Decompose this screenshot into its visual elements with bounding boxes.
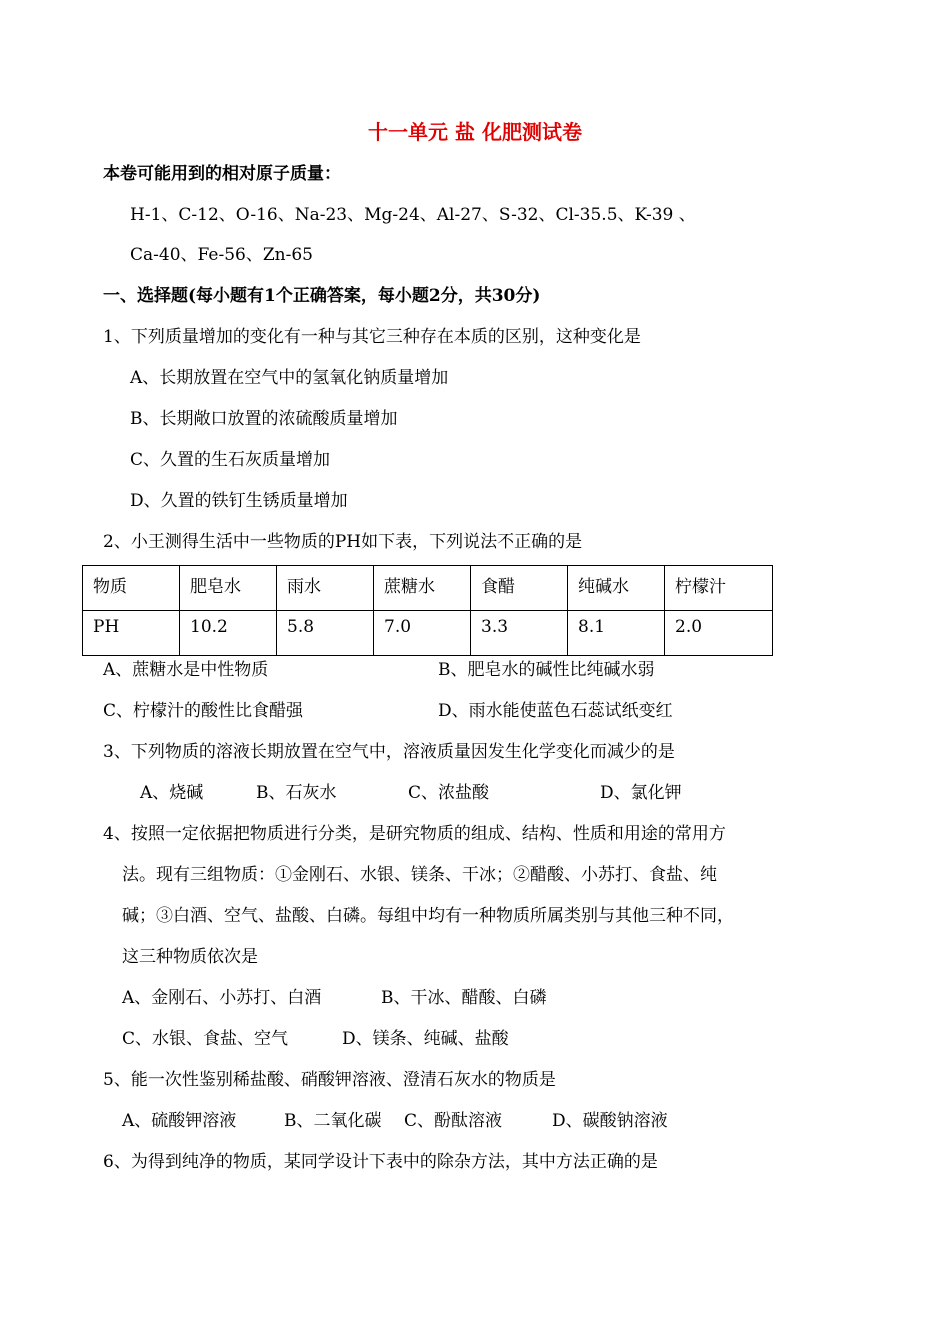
q4-option-b: B、干冰、醋酸、白磷 <box>381 988 547 1008</box>
table-cell: 柠檬汁 <box>665 566 773 611</box>
q4-stem-line-3: 碱；③白酒、空气、盐酸、白磷。每组中均有一种物质所属类别与其他三种不同， <box>122 906 734 926</box>
table-cell: 食醋 <box>471 566 568 611</box>
q4-stem-line-1: 4、按照一定依据把物质进行分类，是研究物质的组成、结构、性质和用途的常用方 <box>103 824 726 844</box>
q1-option-d: D、久置的铁钉生锈质量增加 <box>130 491 348 511</box>
q1-stem: 1、下列质量增加的变化有一种与其它三种存在本质的区别，这种变化是 <box>103 327 641 347</box>
table-cell: 3.3 <box>471 611 568 656</box>
q5-option-d: D、碳酸钠溶液 <box>552 1111 668 1131</box>
q4-stem-line-2: 法。现有三组物质：①金刚石、水银、镁条、干冰；②醋酸、小苏打、食盐、纯 <box>122 865 717 885</box>
q1-option-c: C、久置的生石灰质量增加 <box>130 450 331 470</box>
q2-option-d: D、雨水能使蓝色石蕊试纸变红 <box>438 701 673 721</box>
atomic-mass-heading: 本卷可能用到的相对原子质量： <box>103 164 341 184</box>
q2-option-c: C、柠檬汁的酸性比食醋强 <box>103 701 304 721</box>
atomic-mass-line-2: Ca-40、Fe-56、Zn-65 <box>130 245 313 265</box>
ph-table <box>82 565 773 656</box>
q6-stem: 6、为得到纯净的物质，某同学设计下表中的除杂方法，其中方法正确的是 <box>103 1152 658 1172</box>
table-cell: 肥皂水 <box>180 566 277 611</box>
ph-table-header-row <box>83 566 773 611</box>
ph-table-value-row <box>83 611 773 656</box>
q5-option-c: C、酚酞溶液 <box>404 1111 503 1131</box>
q3-option-c: C、浓盐酸 <box>408 783 490 803</box>
q3-option-b: B、石灰水 <box>256 783 337 803</box>
q3-stem: 3、下列物质的溶液长期放置在空气中，溶液质量因发生化学变化而减少的是 <box>103 742 675 762</box>
table-cell: 2.0 <box>665 611 773 656</box>
table-cell: 物质 <box>83 566 180 611</box>
q2-option-b: B、肥皂水的碱性比纯碱水弱 <box>438 660 655 680</box>
q2-option-a: A、蔗糖水是中性物质 <box>103 660 269 680</box>
q5-option-a: A、硫酸钾溶液 <box>122 1111 237 1131</box>
q3-option-a: A、烧碱 <box>140 783 204 803</box>
table-cell: 雨水 <box>277 566 374 611</box>
table-cell: 8.1 <box>568 611 665 656</box>
table-cell: PH <box>83 611 180 656</box>
q3-option-d: D、氯化钾 <box>600 783 682 803</box>
table-cell: 7.0 <box>374 611 471 656</box>
q4-option-a: A、金刚石、小苏打、白酒 <box>122 988 322 1008</box>
q1-option-a: A、长期放置在空气中的氢氧化钠质量增加 <box>130 368 449 388</box>
table-cell: 蔗糖水 <box>374 566 471 611</box>
table-cell: 10.2 <box>180 611 277 656</box>
table-cell: 5.8 <box>277 611 374 656</box>
q4-option-d: D、镁条、纯碱、盐酸 <box>342 1029 509 1049</box>
q5-stem: 5、能一次性鉴别稀盐酸、硝酸钾溶液、澄清石灰水的物质是 <box>103 1070 556 1090</box>
q1-option-b: B、长期敞口放置的浓硫酸质量增加 <box>130 409 398 429</box>
atomic-mass-line-1: H-1、C-12、O-16、Na-23、Mg-24、Al-27、S-32、Cl-35.5、K-39 、 <box>130 205 696 225</box>
section-heading-choice: 一、选择题(每小题有1个正确答案，每小题2分，共30分) <box>103 286 541 306</box>
page-title: 十一单元 盐 化肥测试卷 <box>368 120 582 144</box>
table-cell: 纯碱水 <box>568 566 665 611</box>
q4-option-c: C、水银、食盐、空气 <box>122 1029 289 1049</box>
q5-option-b: B、二氧化碳 <box>284 1111 382 1131</box>
q4-stem-line-4: 这三种物质依次是 <box>122 947 258 967</box>
q2-stem: 2、小王测得生活中一些物质的PH如下表，下列说法不正确的是 <box>103 532 583 552</box>
